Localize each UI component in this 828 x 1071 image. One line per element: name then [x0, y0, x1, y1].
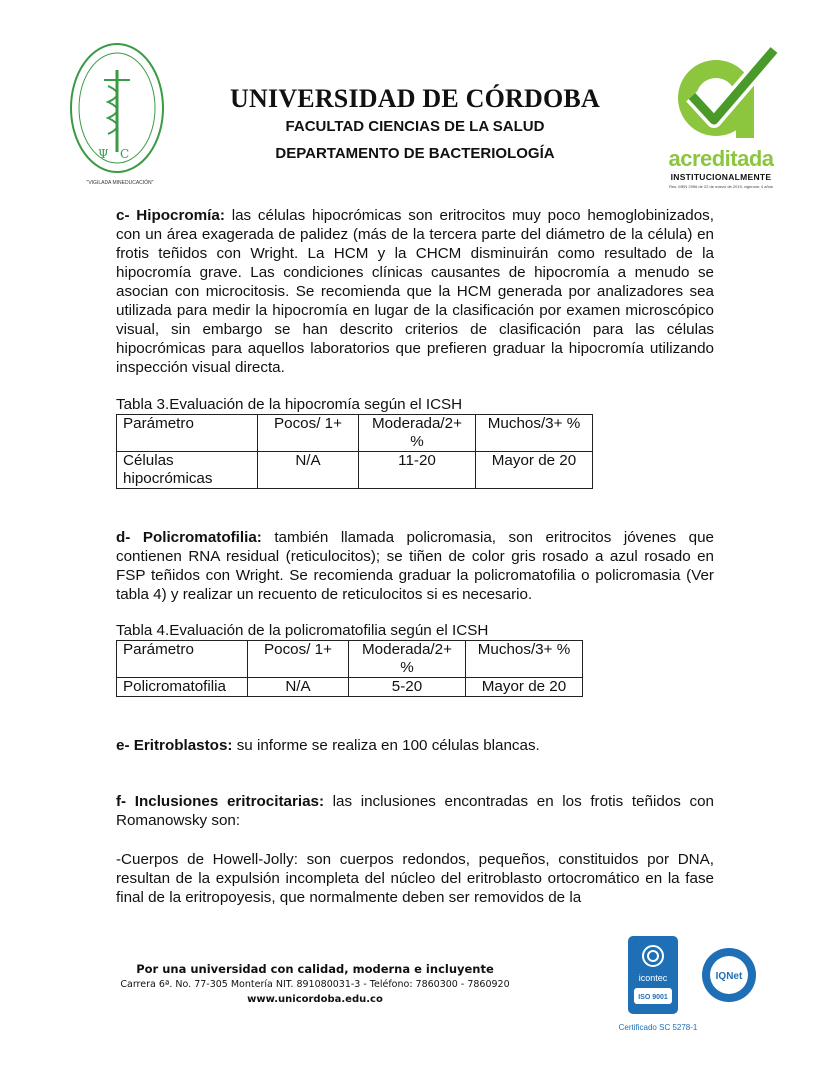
table3-header-cell: Moderada/2+ % [359, 415, 476, 452]
table4-header-row [117, 641, 583, 678]
accreditation-resolution: Res. MEN 2956 de 22 de marzo de 2019, vigencia: 4 años [669, 184, 773, 189]
table3-cell: 11-20 [359, 452, 476, 489]
footer-website[interactable]: www.unicordoba.edu.co [247, 994, 383, 1005]
iqnet-icon [700, 946, 758, 1004]
department-name: DEPARTAMENTO DE BACTERIOLOGÍA [275, 145, 555, 162]
university-name: UNIVERSIDAD DE CÓRDOBA [230, 84, 600, 113]
accreditation-word: acreditada [668, 146, 774, 171]
section-eritroblastos-body: su informe se realiza en 100 células blancas. [232, 737, 540, 754]
section-inclusiones-body: las inclusiones encontradas en los frotis teñidos con Romanowsky son: [116, 793, 714, 829]
table3-header-cell: Pocos/ 1+ [258, 415, 359, 452]
table4-header-cell: Muchos/3+ % [466, 641, 583, 678]
svg-text:C: C [120, 147, 130, 161]
section-hipocromia-body: las células hipocrómicas son eritrocitos muy poco hemoglobinizados, con un área exagerada de palidez (más de la tercera parte del diámetro de la célula) en frotis teñidos con Wright. La HCM y la CHCM disminuirán como resultado de la hipocromía grave. Las condiciones clínicas causantes de hipocromía a menudo se asocian con microcitosis. Se recomienda que la HCM generada por analizadores sea utilizada para medir la hipocromía en lugar de la clasificación por examen microscópico visual, sin embargo se han descrito criterios de clasificación para las células hipocrómicas para aquellos laboratorios que prefieren graduar la hipocromía utilizando inspección visual directa. [116, 207, 714, 376]
table3-row [117, 452, 593, 489]
table4-header-cell: Parámetro [117, 641, 248, 678]
howell-jolly-paragraph: -Cuerpos de Howell-Jolly: son cuerpos redondos, pequeños, constituidos por DNA, resultan de la expulsión incompleta del núcleo del eritroblasto ortocromático en la fase final de la eritropoyesis, que normalmente deben ser removidos de la [116, 851, 714, 906]
section-eritroblastos-title: e- Eritroblastos: [116, 737, 233, 754]
svg-text:Ψ: Ψ [98, 147, 109, 161]
accreditation-subtitle: INSTITUCIONALMENTE [670, 172, 772, 182]
section-eritroblastos [116, 736, 714, 755]
section-policromatofilia-body: también llamada policromasia, son eritrocitos jóvenes que contienen RNA residual (reticulocitos); se tiñen de color gris rosado a azul rosado en FSP teñidos con Wright. Se recomienda graduar la policromatofilia o policromasia (Ver tabla 4) y realizar un recuento de reticulocitos si es necesario. [116, 529, 714, 603]
section-inclusiones-title: f- Inclusiones eritrocitarias: [116, 793, 325, 810]
iqnet-label: IQNet [715, 971, 743, 982]
table4-cell: Mayor de 20 [466, 678, 583, 697]
table3-cell: N/A [258, 452, 359, 489]
table3-cell: Células hipocrómicas [117, 452, 258, 489]
university-seal [68, 40, 166, 190]
icontec-label: icontec [638, 973, 668, 983]
certificate-number: Certificado SC 5278-1 [618, 1023, 698, 1032]
table3-caption: Tabla 3.Evaluación de la hipocromía según el ICSH [116, 396, 463, 413]
table4 [116, 640, 583, 697]
accreditation-logo [658, 44, 784, 194]
table3 [116, 414, 593, 489]
footer-address: Carrera 6ª. No. 77-305 Montería NIT. 891080031-3 - Teléfono: 7860300 - 7860920 [120, 979, 510, 990]
iso-label: ISO 9001 [638, 994, 668, 1001]
table4-cell: 5-20 [349, 678, 466, 697]
iqnet-logo [700, 946, 758, 1004]
table3-header-cell: Parámetro [117, 415, 258, 452]
seal-tagline: "VIGILADA MINEDUCACIÓN" [86, 180, 154, 186]
section-hipocromia [116, 206, 714, 377]
table4-row [117, 678, 583, 697]
icontec-icon [628, 936, 678, 1014]
table3-cell: Mayor de 20 [476, 452, 593, 489]
section-policromatofilia-title: d- Policromatofilia: [116, 529, 262, 546]
section-inclusiones [116, 792, 714, 830]
table4-caption: Tabla 4.Evaluación de la policromatofilia según el ICSH [116, 622, 489, 639]
section-policromatofilia [116, 528, 714, 604]
section-hipocromia-title: c- Hipocromía: [116, 207, 225, 224]
footer-slogan: Por una universidad con calidad, moderna e incluyente [136, 962, 494, 976]
table4-header-cell: Pocos/ 1+ [248, 641, 349, 678]
table4-cell: N/A [248, 678, 349, 697]
table4-cell: Policromatofilia [117, 678, 248, 697]
accreditation-check-icon [658, 44, 784, 146]
table4-header-cell: Moderada/2+ % [349, 641, 466, 678]
table3-header-cell: Muchos/3+ % [476, 415, 593, 452]
seal-emblem-icon [68, 40, 166, 180]
faculty-name: FACULTAD CIENCIAS DE LA SALUD [285, 118, 545, 135]
icontec-logo [628, 936, 678, 1014]
table3-header-row [117, 415, 593, 452]
